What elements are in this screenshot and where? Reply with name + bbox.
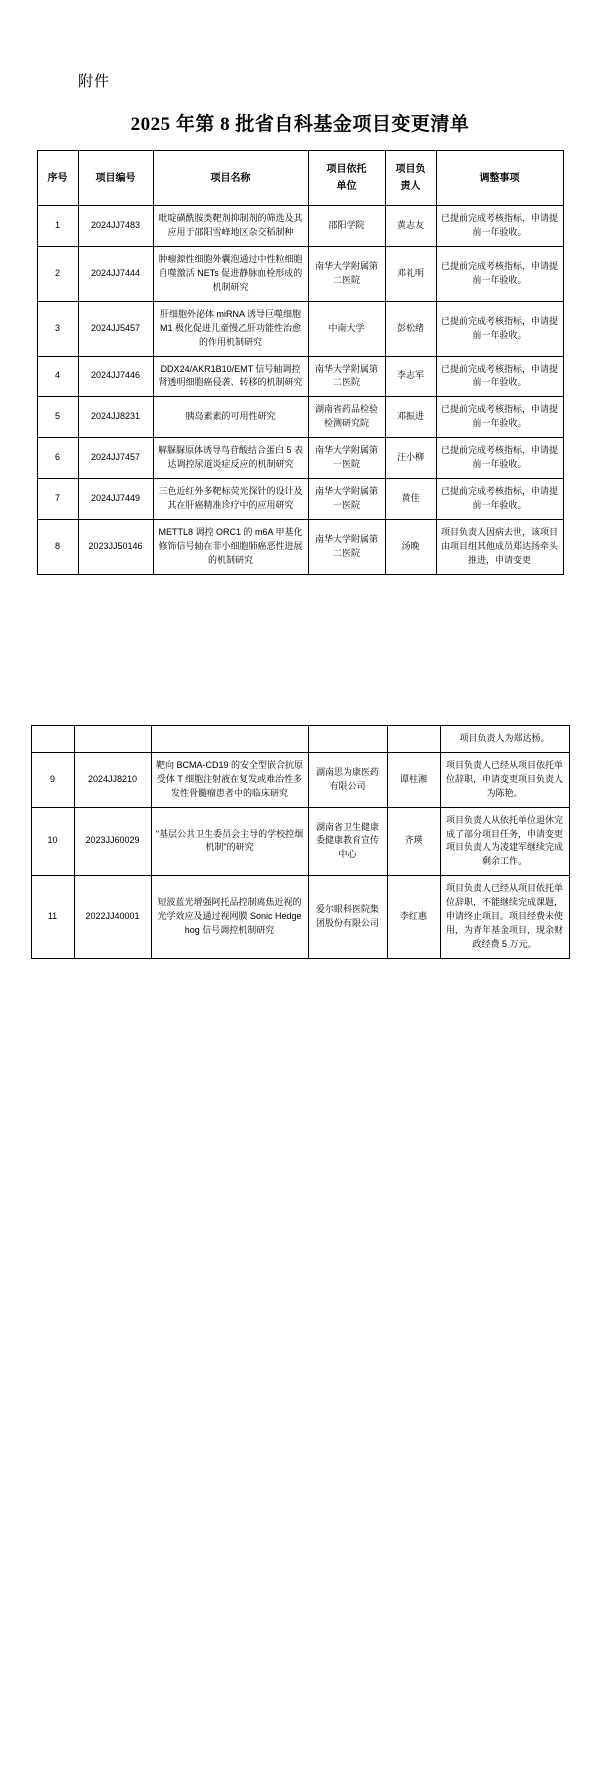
cell-person: 汪小柳 [385, 438, 436, 479]
cell-adjust: 已提前完成考核指标，申请提前一年验收。 [436, 479, 563, 520]
header-code: 项目编号 [78, 151, 153, 206]
cell-adjust: 项目负责人已经从项目依托单位辞职，申请变更项目负责人为陈艳。 [440, 752, 569, 807]
table-row [37, 397, 563, 438]
cell-person: 汤晚 [385, 520, 436, 575]
cell-no: 10 [31, 807, 74, 876]
cell-adjust: 已提前完成考核指标，申请提前一年验收。 [436, 356, 563, 397]
document-page [0, 70, 600, 1767]
cell-person: 李红惠 [387, 876, 440, 959]
header-unit-line1: 项目依托 [326, 164, 367, 175]
cell-no: 8 [37, 520, 78, 575]
cell-no: 6 [37, 438, 78, 479]
cell-person [387, 725, 440, 752]
cell-unit: 南华大学附属第二医院 [308, 246, 385, 301]
cell-no: 7 [37, 479, 78, 520]
header-no: 序号 [37, 151, 78, 206]
header-person-line1: 项目负 [395, 164, 426, 175]
header-unit-line2: 单位 [336, 181, 357, 192]
table-body-part1 [37, 206, 563, 575]
cell-person: 谭柱湘 [387, 752, 440, 807]
cell-code: 2024JJ7444 [78, 246, 153, 301]
cell-unit: 湖南省药品检验检测研究院 [308, 397, 385, 438]
cell-no: 11 [31, 876, 74, 959]
cell-unit: 湖南省卫生健康委健康教育宣传中心 [308, 807, 387, 876]
cell-name: METTL8 调控 ORC1 的 m6A 甲基化修饰信号轴在非小细胞肺癌恶性进展的机制研究 [153, 520, 308, 575]
cell-no: 2 [37, 246, 78, 301]
cell-name: 肝细胞外泌体 miRNA 诱导巨噬细胞 M1 极化促进儿童慢乙肝功能性治愈的作用机制研究 [153, 301, 308, 356]
cell-name: 解脲脲原体诱导鸟苷酸结合蛋白 5 表达调控尿道炎症反应的机制研究 [153, 438, 308, 479]
cell-code: 2024JJ7449 [78, 479, 153, 520]
cell-adjust: 项目负责人因病去世，该项目由项目组其他成员郑达扬牵头推进，申请变更 [436, 520, 563, 575]
cell-adjust: 已提前完成考核指标，申请提前一年验收。 [436, 301, 563, 356]
table-row [37, 246, 563, 301]
cell-no: 3 [37, 301, 78, 356]
cell-name: 靶向 BCMA-CD19 的安全型嵌合抗原受体 T 细胞注射液在复发或难治性多发性骨髓瘤患者中的临床研究 [151, 752, 308, 807]
table-row [31, 752, 569, 807]
table-row [31, 725, 569, 752]
cell-adjust: 项目负责人为郑达杨。 [440, 725, 569, 752]
table-row [37, 479, 563, 520]
cell-person: 齐瑛 [387, 807, 440, 876]
cell-unit [308, 725, 387, 752]
cell-code [74, 725, 151, 752]
cell-unit: 爱尔眼科医院集团股份有限公司 [308, 876, 387, 959]
cell-code: 2024JJ7483 [78, 206, 153, 247]
cell-adjust: 已提前完成考核指标，申请提前一年验收。 [436, 246, 563, 301]
cell-code: 2024JJ8210 [74, 752, 151, 807]
cell-person: 黄佳 [385, 479, 436, 520]
table-row [37, 438, 563, 479]
cell-adjust: 已提前完成考核指标，申请提前一年验收。 [436, 206, 563, 247]
cell-name: 肿瘤源性细胞外囊泡通过中性粒细胞自噬激活 NETs 促进静脉血栓形成的机制研究 [153, 246, 308, 301]
header-unit [308, 151, 385, 206]
header-adjust: 调整事项 [436, 151, 563, 206]
cell-person: 黄志友 [385, 206, 436, 247]
header-name: 项目名称 [153, 151, 308, 206]
cell-no: 1 [37, 206, 78, 247]
cell-code: 2023JJ60029 [74, 807, 151, 876]
cell-code: 2024JJ7446 [78, 356, 153, 397]
cell-code: 2022JJ40001 [74, 876, 151, 959]
project-change-table-part1 [37, 150, 564, 575]
cell-person: 邓礼明 [385, 246, 436, 301]
cell-no: 5 [37, 397, 78, 438]
cell-name: "基层公共卫生委员会主导的学校控烟机制"的研究 [151, 807, 308, 876]
cell-unit: 邵阳学院 [308, 206, 385, 247]
project-change-table-part2 [31, 725, 570, 959]
header-person [385, 151, 436, 206]
cell-unit: 南华大学附属第二医院 [308, 356, 385, 397]
cell-code: 2023JJ50146 [78, 520, 153, 575]
table-header-row [37, 151, 563, 206]
table-row [31, 807, 569, 876]
cell-unit: 南华大学附属第二医院 [308, 520, 385, 575]
cell-adjust: 项目负责人从依托单位退休完成了部分项目任务，申请变更项目负责人为凌建军继续完成剩余工作。 [440, 807, 569, 876]
table-body-part2 [31, 725, 569, 958]
cell-adjust: 已提前完成考核指标，申请提前一年验收。 [436, 438, 563, 479]
cell-person: 李志军 [385, 356, 436, 397]
cell-name: 短波蓝光增强阿托品控制离焦近视的光学效应及通过视网膜 Sonic Hedgehog 信号调控机制研究 [151, 876, 308, 959]
cell-name: 三色近红外多靶标荧光探针的设计及其在肝癌精准诊疗中的应用研究 [153, 479, 308, 520]
cell-name: 胰岛素素的可用性研究 [153, 397, 308, 438]
cell-code: 2024JJ5457 [78, 301, 153, 356]
table-row [37, 520, 563, 575]
cell-no: 9 [31, 752, 74, 807]
cell-name: 吡啶磺酰胺类靶剂抑制剂的筛选及其应用于邵阳雪峰地区杂交稻制种 [153, 206, 308, 247]
page-title: 2025 年第 8 批省自科基金项目变更清单 [130, 114, 470, 135]
cell-unit: 湖南思为康医药有限公司 [308, 752, 387, 807]
cell-name: DDX24/AKR1B10/EMT 信号轴调控肾透明细胞癌侵袭、转移的机制研究 [153, 356, 308, 397]
cell-person: 邓振进 [385, 397, 436, 438]
cell-name [151, 725, 308, 752]
page-break-spacer [0, 575, 600, 725]
cell-unit: 中南大学 [308, 301, 385, 356]
cell-no [31, 725, 74, 752]
cell-adjust: 已提前完成考核指标，申请提前一年验收。 [436, 397, 563, 438]
table-row [37, 206, 563, 247]
table-row [31, 876, 569, 959]
header-person-line2: 责人 [400, 181, 421, 192]
cell-code: 2024JJ8231 [78, 397, 153, 438]
attachment-label: 附件 [78, 73, 111, 90]
table-row [37, 301, 563, 356]
cell-adjust: 项目负责人已经从项目依托单位辞职，不能继续完成课题，申请终止项目。项目经费未使用，为青年基金项目，现余财政经费 5 万元。 [440, 876, 569, 959]
cell-code: 2024JJ7457 [78, 438, 153, 479]
table-header [37, 151, 563, 206]
cell-unit: 南华大学附属第一医院 [308, 479, 385, 520]
cell-unit: 南华大学附属第一医院 [308, 438, 385, 479]
table-row [37, 356, 563, 397]
cell-no: 4 [37, 356, 78, 397]
cell-person: 彭松绪 [385, 301, 436, 356]
